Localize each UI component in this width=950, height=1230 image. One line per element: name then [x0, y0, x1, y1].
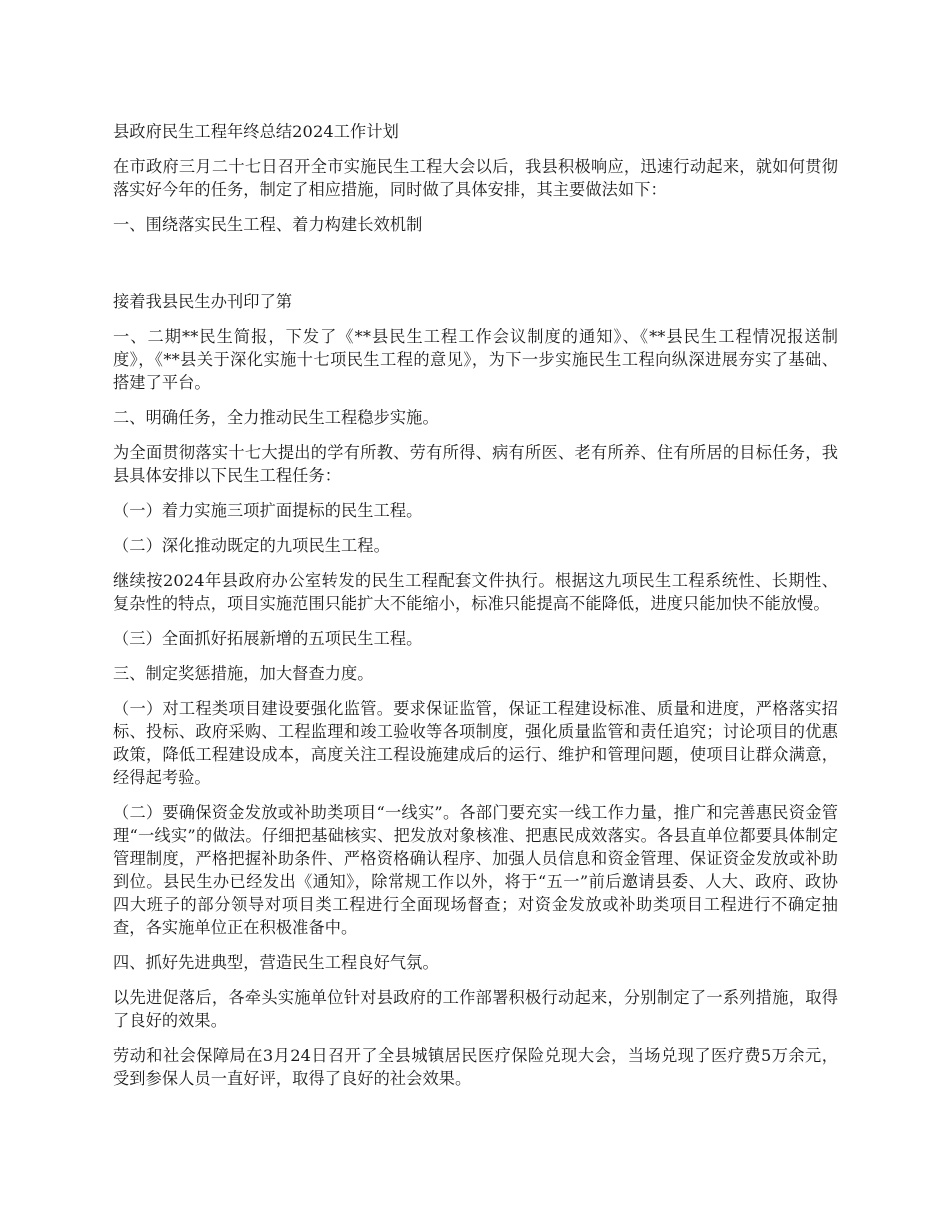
- sub-heading: （二）深化推动既定的九项民生工程。: [113, 536, 390, 555]
- section-heading-2: 二、明确任务，全力推动民生工程稳步实施。: [113, 408, 439, 427]
- paragraph: （一）对工程类项目建设要强化监管。要求保证监管，保证工程建设标准、质量和进度，严格落实招标、投标、政府采购、工程监理和竣工验收等各项制度，强化质量监管和责任追究；讨论项目的优惠政策，降低工程建设成本，高度关注工程设施建成后的运行、维护和管理问题，使项目让群众满意，经得起考验。: [113, 699, 838, 787]
- paragraph: （二）要确保资金发放或补助类项目“一线实”。各部门要充实一线工作力量，推广和完善惠民资金管理“一线实”的做法。仔细把基础核实、把发放对象核准、把惠民成效落实。各县直单位都要具体制定管理制度，严格把握补助条件、严格资格确认程序、加强人员信息和资金管理、保证资金发放或补助到位。县民生办已经发出《通知》，除常规工作以外，将于“五一”前后邀请县委、人大、政府、政协四大班子的部分领导对项目类工程进行全面现场督查；对资金发放或补助类项目工程进行不确定抽查，各实施单位正在积极准备中。: [113, 803, 838, 937]
- sub-heading: （三）全面抓好拓展新增的五项民生工程。: [113, 629, 423, 648]
- document-title: 县政府民生工程年终总结2024工作计划: [113, 122, 399, 141]
- paragraph: 为全面贯彻落实十七大提出的学有所教、劳有所得、病有所医、老有所养、住有所居的目标任务，我县具体安排以下民生工程任务：: [113, 443, 838, 485]
- paragraph: 接着我县民生办刊印了第: [113, 292, 293, 311]
- section-heading-4: 四、抓好先进典型，营造民生工程良好气氛。: [113, 953, 439, 972]
- blank-gap: [113, 248, 838, 290]
- section-heading-1: 一、围绕落实民生工程、着力构建长效机制: [113, 215, 423, 234]
- paragraph: 继续按2024年县政府办公室转发的民生工程配套文件执行。根据这九项民生工程系统性、长期性、复杂性的特点，项目实施范围只能扩大不能缩小，标准只能提高不能降低，进度只能加快不能放慢。: [113, 571, 838, 613]
- paragraph: 一、二期**民生简报，下发了《**县民生工程工作会议制度的通知》、《**县民生工程情况报送制度》，《**县关于深化实施十七项民生工程的意见》，为下一步实施民生工程向纵深进展夯实了基础、搭建了平台。: [113, 327, 838, 392]
- document-page: [113, 120, 838, 1102]
- section-heading-3: 三、制定奖惩措施，加大督查力度。: [113, 664, 374, 683]
- paragraph: 劳动和社会保障局在3月24日召开了全县城镇居民医疗保险兑现大会，当场兑现了医疗费5万余元，受到参保人员一直好评，取得了良好的社会效果。: [113, 1046, 838, 1088]
- sub-heading: （一）着力实施三项扩面提标的民生工程。: [113, 501, 423, 520]
- paragraph: 以先进促落后，各牵头实施单位针对县政府的工作部署积极行动起来，分别制定了一系列措施，取得了良好的效果。: [113, 988, 838, 1030]
- paragraph-intro: 在市政府三月二十七日召开全市实施民生工程大会以后，我县积极响应，迅速行动起来，就如何贯彻落实好今年的任务，制定了相应措施，同时做了具体安排，其主要做法如下：: [113, 157, 838, 199]
